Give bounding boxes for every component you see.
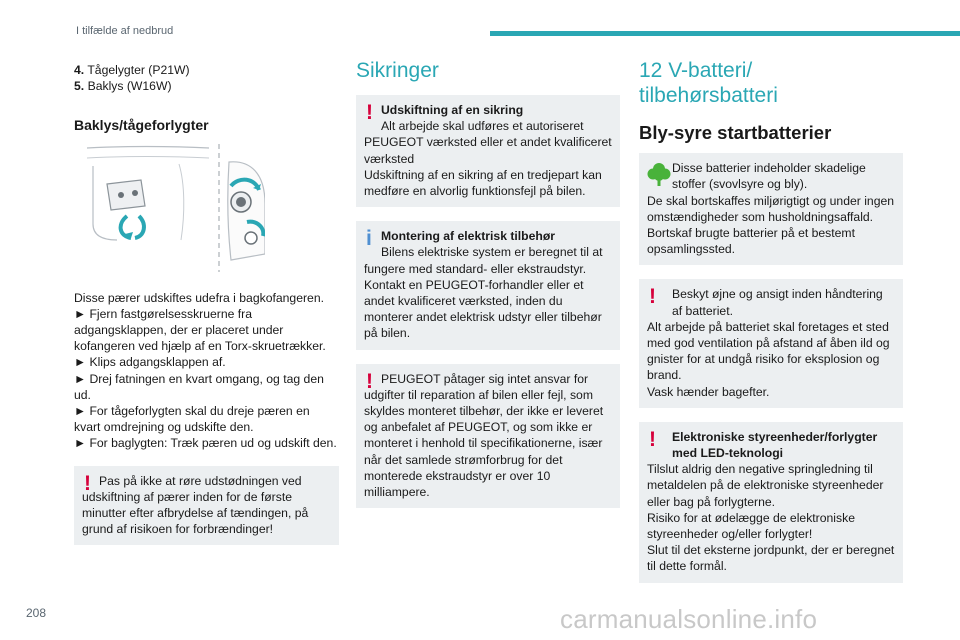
warning-icon: ! <box>366 369 373 393</box>
warning-text: Pas på ikke at røre udstødningen ved udskiftning af pærer inden for de første minutter efter afbrydelse af tændingen, på grund af risikoen for forbrændinger! <box>82 473 309 537</box>
step: ► For tågeforlygten skal du dreje pæren en kvart omdrejning og udskifte den. <box>74 404 310 435</box>
warning-box-exhaust <box>74 466 339 546</box>
box-text: Disse batterier indeholder skadelige stoffer (svovlsyre og bly). <box>672 161 866 192</box>
box-text: Alt arbejde på batteriet skal foretages et sted med god ventilation på afstand af åben ild og gnister for at undgå risiko for eksplosion og brand. <box>647 319 890 383</box>
environment-box <box>639 153 903 265</box>
warning-icon: ! <box>84 471 91 495</box>
section-title-battery <box>639 58 903 108</box>
box-head <box>364 228 612 244</box>
box-heading: Udskiftning af en sikring <box>381 103 524 117</box>
warning-icon: ! <box>366 101 373 124</box>
header-accent-bar <box>490 31 960 36</box>
section-title-fuses: Sikringer <box>356 59 439 82</box>
box-text: Beskyt øjne og ansigt inden håndtering af batteriet. <box>672 287 883 318</box>
bulb-instructions <box>74 290 339 452</box>
box-head <box>364 102 612 118</box>
list-number: 5. <box>74 79 85 94</box>
box-heading: Montering af elektrisk tilbehør <box>381 229 556 244</box>
list-number: 4. <box>74 63 85 77</box>
middle-column <box>356 58 620 508</box>
step: ► Klips adgangsklappen af. <box>74 355 226 370</box>
box-text: Vask hænder bagefter. <box>647 384 770 399</box>
box-text: Slut til det eksterne jordpunkt, der er beregnet til dette formål. <box>647 543 895 574</box>
step: ► For baglygten: Træk pæren ud og udskift den. <box>74 436 337 451</box>
bumper-illustration <box>81 144 265 272</box>
list-text: Tågelygter (P21W) <box>87 63 190 77</box>
list-item <box>74 62 339 78</box>
info-box-accessories <box>356 221 620 349</box>
list-item <box>74 78 339 94</box>
step: ► Fjern fastgørelsesskruerne fra adgangsklappen, der er placeret under kofangeren ved hjælp af en Torx-skruetrækker. <box>74 306 326 354</box>
warning-box-fuse <box>356 95 620 207</box>
warning-box-led <box>639 422 903 583</box>
warning-icon: ! <box>649 285 656 309</box>
subheading-lead-acid: Bly-syre startbatterier <box>639 122 832 143</box>
box-text: Risiko for at ødelægge de elektroniske styreenheder og/eller forlygter! <box>647 510 855 542</box>
box-head <box>647 429 895 461</box>
box-text: Kontakt en PEUGEOT-forhandler eller et andet kvalificeret værksted, inden du monterer andet elektrisk udstyr eller tilbehør på bilen. <box>364 277 602 341</box>
box-text: De skal bortskaffes miljørigtigt og under ingen omstændigheder som husholdningsaffald. <box>647 193 895 224</box>
box-text: Bilens elektriske system er beregnet til at fungere med standard- eller ekstraudstyr. <box>364 245 603 276</box>
page-number: 208 <box>26 606 47 620</box>
box-text: Udskiftning af en sikring af en tredjepart kan medføre en alvorlig funktionsfejl på bilen. <box>364 167 602 199</box>
box-text: Bortskaf brugte batterier på et bestemt opsamlingssted. <box>647 226 855 257</box>
running-header: I tilfælde af nedbrud <box>76 25 174 37</box>
list-text: Baklys (W16W) <box>87 79 172 94</box>
info-icon: i <box>366 227 372 251</box>
tree-icon <box>647 161 671 191</box>
paragraph: Disse pærer udskiftes udefra i bagkofangeren. <box>74 290 324 305</box>
box-text: PEUGEOT påtager sig intet ansvar for udgifter til reparation af bilen eller fejl, som skyldes monteret tilbehør, der ikke er leveret og anbefalet af PEUGEOT, og som ikke er monteret i henhold til specifikationerne, især når det samlede strømforbrug for det monterede ekstraudstyr er over 10 milliampere. <box>364 371 604 500</box>
warning-box-protection <box>639 279 903 407</box>
subheading-reversing-fog: Baklys/tågeforlygter <box>74 117 209 134</box>
title-line: 12 V-batteri/ <box>639 59 753 82</box>
box-text: Tilslut aldrig den negative springledning til metaldelen på de elektroniske styreenheder eller bag på forlygterne. <box>647 462 884 509</box>
step: ► Drej fatningen en kvart omgang, og tag den ud. <box>74 371 324 402</box>
title-line: tilbehørsbatteri <box>639 84 778 107</box>
box-heading: Elektroniske styreenheder/forlygter med LED-teknologi <box>672 429 878 461</box>
warning-box-liability <box>356 364 620 509</box>
warning-icon: ! <box>649 427 656 451</box>
right-column <box>639 58 903 583</box>
left-column <box>74 62 339 545</box>
box-text: Alt arbejde skal udføres et autoriseret PEUGEOT værksted eller et andet kvalificeret værksted <box>364 119 612 166</box>
bulb-list <box>74 62 339 94</box>
watermark: carmanualsonline.info <box>560 604 818 634</box>
bumper-diagram-icon <box>81 144 265 272</box>
